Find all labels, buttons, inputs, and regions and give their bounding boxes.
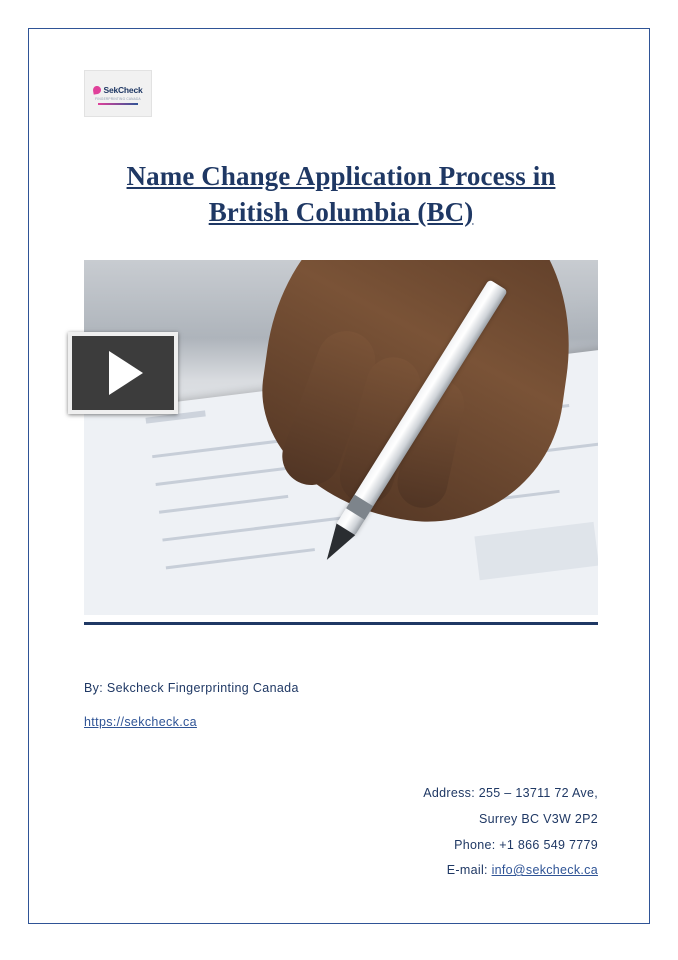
droplet-icon (93, 85, 102, 94)
logo-row (93, 85, 142, 95)
logo-tagline: FINGERPRINTING CANADA (95, 96, 141, 101)
logo-brand-text: SekCheck (103, 84, 143, 95)
contact-block (84, 781, 598, 884)
contact-email-link[interactable]: info@sekcheck.ca (491, 863, 598, 878)
author-byline: By: Sekcheck Fingerprinting Canada (84, 681, 299, 696)
page-content (84, 70, 598, 884)
contact-phone: Phone: +1 866 549 7779 (454, 837, 598, 852)
play-icon (109, 351, 143, 395)
play-button[interactable] (68, 332, 178, 414)
page-title: Name Change Application Process in British Columbia (BC) (126, 161, 556, 227)
website-link[interactable]: https://sekcheck.ca (84, 715, 197, 730)
contact-email-row (84, 858, 598, 884)
logo-underline (98, 103, 138, 105)
video-thumbnail[interactable] (84, 260, 598, 615)
contact-address-line2: Surrey BC V3W 2P2 (478, 811, 598, 826)
hero-image (84, 260, 598, 615)
contact-email-label: E-mail: (446, 863, 492, 878)
contact-address-line1: Address: 255 – 13711 72 Ave, (423, 786, 598, 801)
company-logo (84, 70, 152, 117)
horizontal-rule (84, 622, 598, 625)
